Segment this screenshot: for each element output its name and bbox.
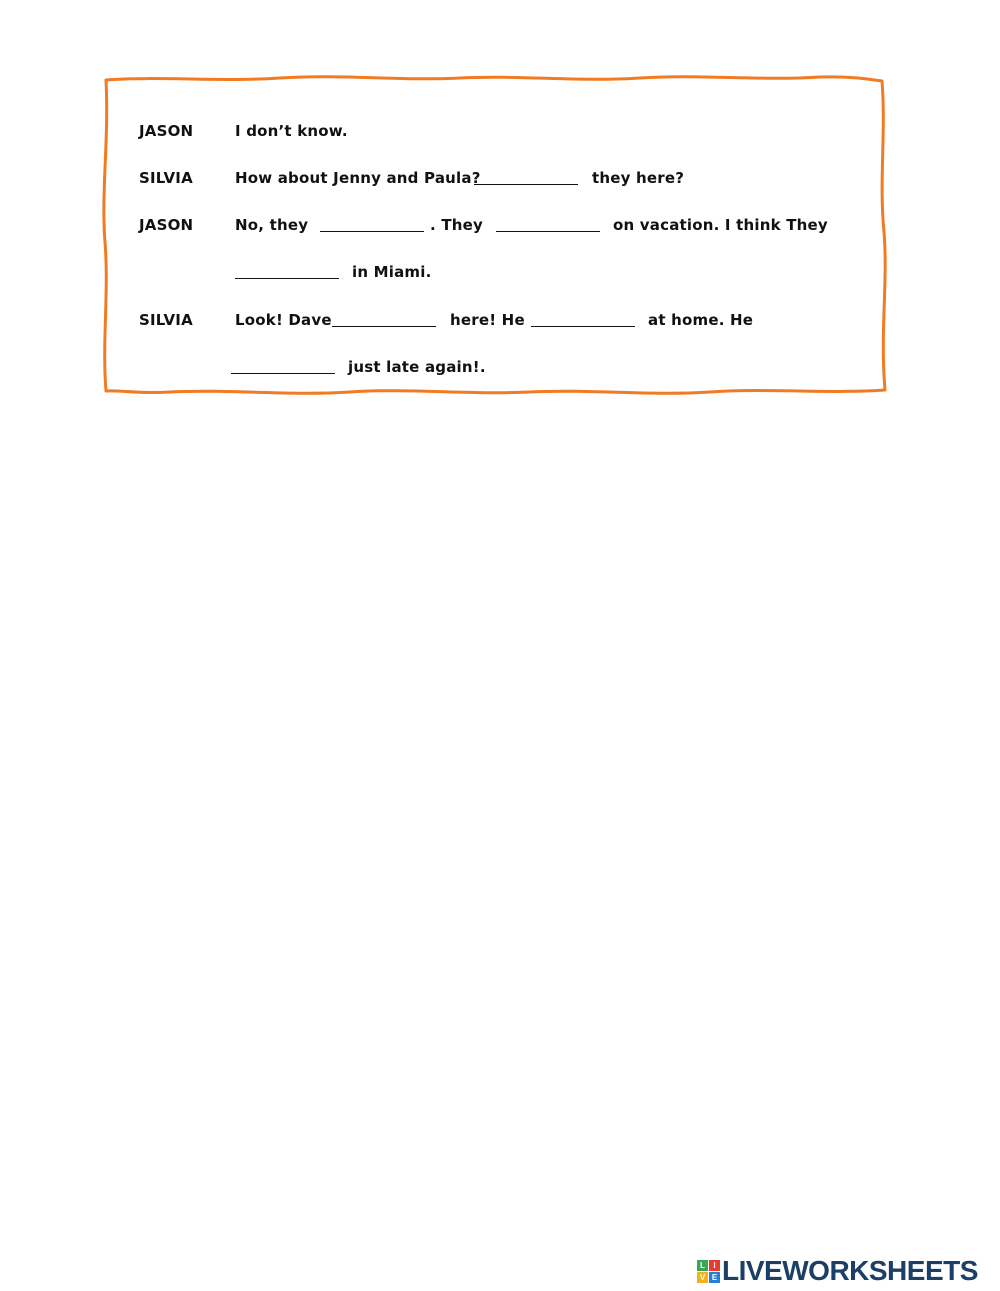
logo-squares-icon [697,1260,720,1283]
line-silvia-2-before: Look! Dave [235,311,332,329]
logo-square-e: E [709,1272,720,1283]
dialogue-frame [100,72,890,402]
blank-1[interactable] [474,184,578,185]
logo-text: LIVEWORKSHEETS [722,1255,978,1286]
liveworksheets-logo [697,1256,978,1286]
logo-square-l: L [697,1260,708,1271]
speaker-silvia-1: SILVIA [139,169,193,187]
blank-5[interactable] [332,326,436,327]
line-silvia-2-cont: just late again!. [348,358,486,376]
blank-4[interactable] [235,278,339,279]
line-jason-1: I don’t know. [235,122,348,140]
line-silvia-2-middle-2: at home. He [648,311,754,329]
line-jason-2-middle-2: on vacation. I think They [613,216,828,234]
speaker-jason-1: JASON [139,122,194,140]
speaker-silvia-2: SILVIA [139,311,193,329]
blank-7[interactable] [231,373,335,374]
line-jason-2-before: No, they [235,216,309,234]
logo-square-v: V [697,1272,708,1283]
line-silvia-1-after: they here? [592,169,685,187]
line-silvia-1-before: How about Jenny and Paula? [235,169,481,187]
blank-6[interactable] [531,326,635,327]
line-silvia-2-middle-1: here! He [450,311,525,329]
speaker-jason-2: JASON [139,216,194,234]
line-jason-2-middle-1: . They [430,216,483,234]
blank-3[interactable] [496,231,600,232]
logo-square-i: I [709,1260,720,1271]
line-jason-2-cont: in Miami. [352,263,432,281]
blank-2[interactable] [320,231,424,232]
